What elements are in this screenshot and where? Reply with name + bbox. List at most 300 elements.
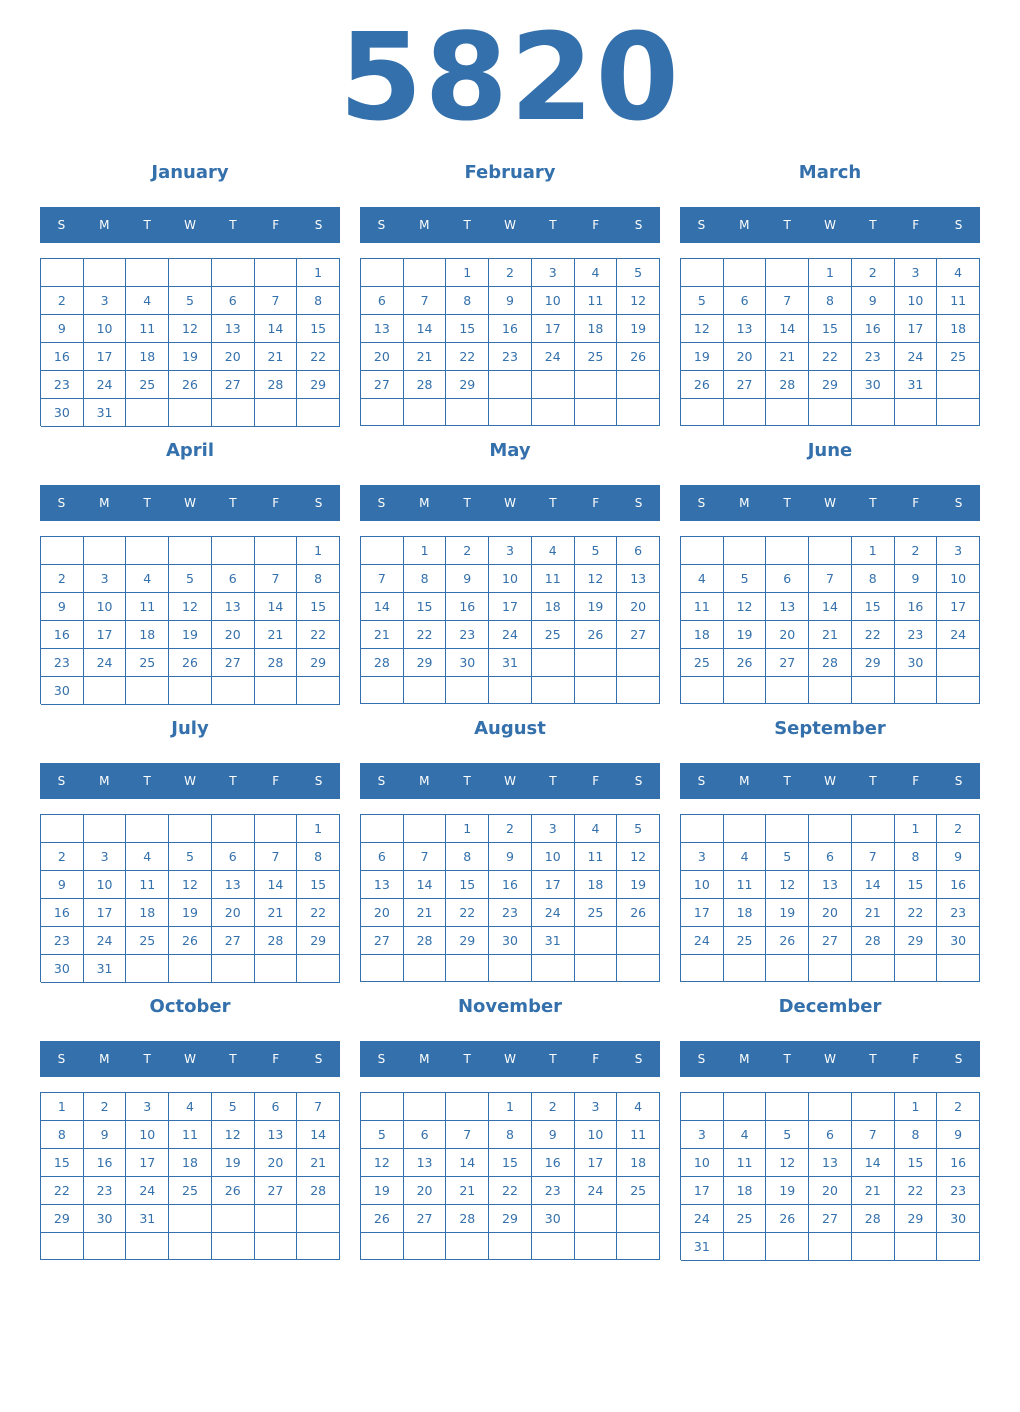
day-cell: 17 bbox=[895, 315, 938, 343]
empty-day-cell bbox=[724, 677, 767, 704]
day-grid bbox=[360, 258, 660, 426]
day-cell: 3 bbox=[575, 1093, 618, 1121]
day-cell: 11 bbox=[126, 871, 169, 899]
day-cell: 9 bbox=[489, 287, 532, 315]
empty-day-cell bbox=[532, 399, 575, 426]
weekday-label: F bbox=[272, 496, 280, 510]
empty-day-cell bbox=[852, 955, 895, 982]
day-cell: 11 bbox=[169, 1121, 212, 1149]
weekday-label: W bbox=[184, 218, 196, 232]
day-cell: 28 bbox=[809, 649, 852, 677]
day-cell: 8 bbox=[809, 287, 852, 315]
day-cell: 19 bbox=[681, 343, 724, 371]
day-cell: 10 bbox=[681, 1149, 724, 1177]
day-cell: 15 bbox=[446, 871, 489, 899]
day-cell: 20 bbox=[809, 899, 852, 927]
empty-day-cell bbox=[895, 399, 938, 426]
day-cell: 30 bbox=[446, 649, 489, 677]
day-cell: 12 bbox=[617, 843, 660, 871]
empty-day-cell bbox=[724, 537, 767, 565]
day-cell: 13 bbox=[809, 871, 852, 899]
empty-day-cell bbox=[361, 259, 404, 287]
day-cell: 23 bbox=[895, 621, 938, 649]
day-cell: 14 bbox=[255, 593, 298, 621]
empty-day-cell bbox=[681, 537, 724, 565]
empty-day-cell bbox=[41, 537, 84, 565]
day-cell: 4 bbox=[937, 259, 980, 287]
day-cell: 10 bbox=[937, 565, 980, 593]
weekday-label: S bbox=[57, 774, 66, 788]
day-cell: 24 bbox=[895, 343, 938, 371]
day-cell: 14 bbox=[361, 593, 404, 621]
empty-day-cell bbox=[681, 677, 724, 704]
empty-day-cell bbox=[169, 259, 212, 287]
day-cell: 4 bbox=[575, 259, 618, 287]
day-cell: 5 bbox=[617, 815, 660, 843]
weekday-label: S bbox=[954, 218, 963, 232]
empty-day-cell bbox=[617, 1205, 660, 1233]
day-cell: 8 bbox=[41, 1121, 84, 1149]
day-cell: 17 bbox=[126, 1149, 169, 1177]
empty-day-cell bbox=[361, 399, 404, 426]
day-cell: 7 bbox=[404, 843, 447, 871]
weekday-label: S bbox=[377, 1052, 386, 1066]
empty-day-cell bbox=[169, 955, 212, 983]
day-cell: 6 bbox=[212, 287, 255, 315]
empty-day-cell bbox=[169, 677, 212, 705]
empty-day-cell bbox=[404, 955, 447, 982]
weekday-label: T bbox=[143, 496, 151, 510]
empty-day-cell bbox=[809, 537, 852, 565]
empty-day-cell bbox=[617, 399, 660, 426]
day-cell: 17 bbox=[489, 593, 532, 621]
day-cell: 6 bbox=[212, 843, 255, 871]
day-cell: 8 bbox=[297, 287, 340, 315]
empty-day-cell bbox=[297, 1205, 340, 1233]
day-cell: 28 bbox=[255, 371, 298, 399]
day-cell: 25 bbox=[575, 343, 618, 371]
empty-day-cell bbox=[169, 537, 212, 565]
day-cell: 22 bbox=[41, 1177, 84, 1205]
weekday-label: S bbox=[697, 1052, 706, 1066]
day-cell: 14 bbox=[255, 315, 298, 343]
weekday-label: M bbox=[739, 218, 750, 232]
day-cell: 21 bbox=[404, 343, 447, 371]
empty-day-cell bbox=[255, 677, 298, 705]
empty-day-cell bbox=[852, 677, 895, 704]
empty-day-cell bbox=[212, 399, 255, 427]
day-cell: 15 bbox=[297, 593, 340, 621]
day-cell: 18 bbox=[724, 1177, 767, 1205]
day-cell: 11 bbox=[575, 287, 618, 315]
weekday-label: S bbox=[954, 774, 963, 788]
day-cell: 7 bbox=[766, 287, 809, 315]
month-name: July bbox=[171, 718, 209, 739]
day-cell: 16 bbox=[937, 1149, 980, 1177]
day-cell: 8 bbox=[297, 843, 340, 871]
weekday-header bbox=[40, 1041, 340, 1077]
day-cell: 9 bbox=[446, 565, 489, 593]
day-cell: 18 bbox=[575, 871, 618, 899]
empty-day-cell bbox=[297, 677, 340, 705]
day-cell: 17 bbox=[575, 1149, 618, 1177]
empty-day-cell bbox=[617, 1233, 660, 1260]
day-cell: 3 bbox=[532, 815, 575, 843]
day-cell: 2 bbox=[41, 287, 84, 315]
day-cell: 14 bbox=[446, 1149, 489, 1177]
day-cell: 27 bbox=[212, 371, 255, 399]
day-cell: 27 bbox=[809, 1205, 852, 1233]
day-cell: 25 bbox=[724, 1205, 767, 1233]
day-cell: 11 bbox=[724, 1149, 767, 1177]
day-cell: 19 bbox=[617, 315, 660, 343]
day-cell: 18 bbox=[575, 315, 618, 343]
weekday-label: T bbox=[143, 1052, 151, 1066]
weekday-label: M bbox=[419, 774, 430, 788]
weekday-label: M bbox=[419, 218, 430, 232]
weekday-label: M bbox=[99, 218, 110, 232]
day-grid bbox=[40, 536, 340, 704]
day-cell: 3 bbox=[84, 843, 127, 871]
day-cell: 13 bbox=[212, 593, 255, 621]
day-cell: 20 bbox=[212, 899, 255, 927]
day-cell: 21 bbox=[255, 899, 298, 927]
day-cell: 29 bbox=[297, 927, 340, 955]
empty-day-cell bbox=[41, 259, 84, 287]
day-cell: 2 bbox=[852, 259, 895, 287]
empty-day-cell bbox=[617, 955, 660, 982]
empty-day-cell bbox=[126, 259, 169, 287]
empty-day-cell bbox=[937, 399, 980, 426]
day-cell: 6 bbox=[361, 843, 404, 871]
day-cell: 2 bbox=[937, 1093, 980, 1121]
empty-day-cell bbox=[681, 259, 724, 287]
empty-day-cell bbox=[446, 1093, 489, 1121]
weekday-label: T bbox=[229, 1052, 237, 1066]
empty-day-cell bbox=[937, 371, 980, 399]
weekday-label: M bbox=[739, 496, 750, 510]
day-cell: 31 bbox=[532, 927, 575, 955]
empty-day-cell bbox=[361, 677, 404, 704]
day-cell: 21 bbox=[255, 343, 298, 371]
day-cell: 3 bbox=[489, 537, 532, 565]
day-cell: 1 bbox=[404, 537, 447, 565]
day-cell: 1 bbox=[489, 1093, 532, 1121]
day-cell: 22 bbox=[489, 1177, 532, 1205]
day-cell: 26 bbox=[169, 927, 212, 955]
day-cell: 20 bbox=[212, 343, 255, 371]
day-cell: 22 bbox=[446, 899, 489, 927]
weekday-label: S bbox=[954, 496, 963, 510]
day-cell: 5 bbox=[169, 843, 212, 871]
month-name: October bbox=[149, 996, 231, 1017]
empty-day-cell bbox=[169, 815, 212, 843]
day-cell: 15 bbox=[895, 1149, 938, 1177]
day-cell: 10 bbox=[895, 287, 938, 315]
day-cell: 5 bbox=[212, 1093, 255, 1121]
day-cell: 2 bbox=[937, 815, 980, 843]
day-cell: 1 bbox=[297, 259, 340, 287]
day-cell: 19 bbox=[212, 1149, 255, 1177]
empty-day-cell bbox=[724, 399, 767, 426]
day-cell: 22 bbox=[852, 621, 895, 649]
empty-day-cell bbox=[766, 259, 809, 287]
day-cell: 23 bbox=[489, 343, 532, 371]
month-name: April bbox=[165, 440, 215, 461]
day-cell: 19 bbox=[575, 593, 618, 621]
month-name: September bbox=[774, 718, 886, 739]
day-cell: 4 bbox=[126, 565, 169, 593]
empty-day-cell bbox=[212, 537, 255, 565]
empty-day-cell bbox=[852, 1093, 895, 1121]
day-cell: 23 bbox=[852, 343, 895, 371]
empty-day-cell bbox=[809, 1233, 852, 1261]
day-grid bbox=[360, 1092, 660, 1260]
day-cell: 22 bbox=[404, 621, 447, 649]
day-cell: 9 bbox=[41, 315, 84, 343]
empty-day-cell bbox=[532, 955, 575, 982]
weekday-label: T bbox=[783, 218, 791, 232]
day-cell: 12 bbox=[212, 1121, 255, 1149]
empty-day-cell bbox=[212, 815, 255, 843]
day-cell: 15 bbox=[852, 593, 895, 621]
day-cell: 4 bbox=[575, 815, 618, 843]
empty-day-cell bbox=[446, 399, 489, 426]
weekday-label: S bbox=[634, 496, 643, 510]
day-cell: 13 bbox=[404, 1149, 447, 1177]
weekday-label: T bbox=[229, 496, 237, 510]
empty-day-cell bbox=[575, 677, 618, 704]
day-cell: 28 bbox=[361, 649, 404, 677]
weekday-label: T bbox=[549, 496, 557, 510]
weekday-label: F bbox=[272, 774, 280, 788]
day-cell: 22 bbox=[895, 1177, 938, 1205]
day-cell: 16 bbox=[937, 871, 980, 899]
weekday-label: T bbox=[549, 218, 557, 232]
day-cell: 4 bbox=[126, 843, 169, 871]
day-cell: 4 bbox=[126, 287, 169, 315]
empty-day-cell bbox=[361, 815, 404, 843]
empty-day-cell bbox=[809, 399, 852, 426]
weekday-label: S bbox=[57, 218, 66, 232]
empty-day-cell bbox=[84, 1233, 127, 1260]
day-cell: 2 bbox=[489, 259, 532, 287]
empty-day-cell bbox=[766, 399, 809, 426]
day-cell: 17 bbox=[84, 343, 127, 371]
day-cell: 3 bbox=[126, 1093, 169, 1121]
day-cell: 27 bbox=[255, 1177, 298, 1205]
day-cell: 4 bbox=[681, 565, 724, 593]
weekday-label: T bbox=[549, 1052, 557, 1066]
day-cell: 29 bbox=[895, 927, 938, 955]
weekday-label: T bbox=[229, 218, 237, 232]
empty-day-cell bbox=[489, 399, 532, 426]
day-cell: 6 bbox=[404, 1121, 447, 1149]
empty-day-cell bbox=[404, 1233, 447, 1260]
empty-day-cell bbox=[681, 1093, 724, 1121]
day-cell: 13 bbox=[255, 1121, 298, 1149]
day-cell: 11 bbox=[126, 315, 169, 343]
day-cell: 6 bbox=[212, 565, 255, 593]
weekday-label: W bbox=[824, 496, 836, 510]
day-cell: 14 bbox=[852, 871, 895, 899]
empty-day-cell bbox=[446, 1233, 489, 1260]
day-cell: 15 bbox=[809, 315, 852, 343]
day-cell: 1 bbox=[41, 1093, 84, 1121]
empty-day-cell bbox=[766, 1233, 809, 1261]
day-cell: 24 bbox=[681, 1205, 724, 1233]
empty-day-cell bbox=[169, 1205, 212, 1233]
day-cell: 16 bbox=[532, 1149, 575, 1177]
empty-day-cell bbox=[84, 259, 127, 287]
day-cell: 8 bbox=[489, 1121, 532, 1149]
day-cell: 28 bbox=[766, 371, 809, 399]
empty-day-cell bbox=[255, 399, 298, 427]
day-cell: 7 bbox=[852, 1121, 895, 1149]
day-cell: 12 bbox=[169, 871, 212, 899]
day-cell: 15 bbox=[489, 1149, 532, 1177]
day-cell: 7 bbox=[361, 565, 404, 593]
day-cell: 7 bbox=[404, 287, 447, 315]
empty-day-cell bbox=[84, 815, 127, 843]
empty-day-cell bbox=[41, 815, 84, 843]
day-cell: 23 bbox=[937, 1177, 980, 1205]
day-cell: 27 bbox=[212, 649, 255, 677]
day-cell: 26 bbox=[169, 649, 212, 677]
day-cell: 22 bbox=[446, 343, 489, 371]
weekday-header bbox=[680, 207, 980, 243]
day-cell: 10 bbox=[681, 871, 724, 899]
weekday-label: W bbox=[504, 218, 516, 232]
empty-day-cell bbox=[766, 677, 809, 704]
day-cell: 18 bbox=[126, 621, 169, 649]
weekday-label: S bbox=[57, 496, 66, 510]
weekday-label: S bbox=[377, 774, 386, 788]
empty-day-cell bbox=[126, 399, 169, 427]
day-cell: 30 bbox=[852, 371, 895, 399]
weekday-label: T bbox=[463, 774, 471, 788]
day-cell: 18 bbox=[126, 899, 169, 927]
day-cell: 16 bbox=[41, 343, 84, 371]
weekday-label: W bbox=[504, 496, 516, 510]
day-cell: 7 bbox=[255, 565, 298, 593]
day-cell: 26 bbox=[766, 927, 809, 955]
weekday-label: T bbox=[869, 496, 877, 510]
day-cell: 30 bbox=[895, 649, 938, 677]
empty-day-cell bbox=[255, 259, 298, 287]
day-cell: 11 bbox=[126, 593, 169, 621]
empty-day-cell bbox=[255, 1233, 298, 1260]
day-cell: 11 bbox=[532, 565, 575, 593]
weekday-label: T bbox=[783, 1052, 791, 1066]
day-cell: 3 bbox=[84, 287, 127, 315]
day-cell: 5 bbox=[766, 1121, 809, 1149]
weekday-header bbox=[680, 1041, 980, 1077]
day-cell: 13 bbox=[809, 1149, 852, 1177]
day-cell: 15 bbox=[297, 871, 340, 899]
weekday-header bbox=[40, 485, 340, 521]
weekday-label: W bbox=[184, 774, 196, 788]
day-cell: 12 bbox=[766, 871, 809, 899]
month-name: January bbox=[151, 162, 229, 183]
day-cell: 20 bbox=[766, 621, 809, 649]
empty-day-cell bbox=[895, 677, 938, 704]
month-name: June bbox=[807, 440, 853, 461]
day-cell: 1 bbox=[446, 259, 489, 287]
day-cell: 20 bbox=[361, 899, 404, 927]
day-cell: 28 bbox=[255, 927, 298, 955]
day-grid bbox=[360, 536, 660, 704]
day-cell: 25 bbox=[724, 927, 767, 955]
weekday-header bbox=[360, 1041, 660, 1077]
day-cell: 21 bbox=[361, 621, 404, 649]
empty-day-cell bbox=[126, 537, 169, 565]
day-cell: 24 bbox=[575, 1177, 618, 1205]
day-cell: 3 bbox=[532, 259, 575, 287]
day-cell: 2 bbox=[489, 815, 532, 843]
empty-day-cell bbox=[404, 677, 447, 704]
empty-day-cell bbox=[809, 815, 852, 843]
day-cell: 29 bbox=[489, 1205, 532, 1233]
empty-day-cell bbox=[895, 955, 938, 982]
weekday-label: M bbox=[99, 774, 110, 788]
day-cell: 14 bbox=[852, 1149, 895, 1177]
day-cell: 24 bbox=[84, 371, 127, 399]
empty-day-cell bbox=[255, 1205, 298, 1233]
day-cell: 6 bbox=[809, 843, 852, 871]
empty-day-cell bbox=[724, 259, 767, 287]
day-cell: 2 bbox=[895, 537, 938, 565]
day-cell: 26 bbox=[169, 371, 212, 399]
day-cell: 11 bbox=[937, 287, 980, 315]
day-grid bbox=[680, 814, 980, 982]
day-cell: 11 bbox=[681, 593, 724, 621]
weekday-label: S bbox=[634, 1052, 643, 1066]
day-cell: 24 bbox=[937, 621, 980, 649]
day-cell: 12 bbox=[617, 287, 660, 315]
day-cell: 30 bbox=[41, 677, 84, 705]
day-cell: 26 bbox=[361, 1205, 404, 1233]
empty-day-cell bbox=[532, 649, 575, 677]
weekday-label: F bbox=[912, 496, 920, 510]
empty-day-cell bbox=[809, 955, 852, 982]
weekday-label: M bbox=[99, 1052, 110, 1066]
empty-day-cell bbox=[84, 677, 127, 705]
month-name: March bbox=[798, 162, 862, 183]
empty-day-cell bbox=[937, 677, 980, 704]
empty-day-cell bbox=[212, 677, 255, 705]
day-cell: 22 bbox=[809, 343, 852, 371]
empty-day-cell bbox=[169, 399, 212, 427]
day-cell: 1 bbox=[852, 537, 895, 565]
day-cell: 5 bbox=[361, 1121, 404, 1149]
empty-day-cell bbox=[895, 1233, 938, 1261]
day-cell: 19 bbox=[724, 621, 767, 649]
day-cell: 11 bbox=[724, 871, 767, 899]
day-cell: 9 bbox=[41, 871, 84, 899]
day-cell: 31 bbox=[84, 955, 127, 983]
day-cell: 28 bbox=[852, 1205, 895, 1233]
weekday-label: M bbox=[419, 1052, 430, 1066]
day-cell: 10 bbox=[84, 593, 127, 621]
day-cell: 21 bbox=[766, 343, 809, 371]
month-name: February bbox=[464, 162, 556, 183]
day-cell: 23 bbox=[532, 1177, 575, 1205]
weekday-label: S bbox=[314, 218, 323, 232]
day-cell: 19 bbox=[169, 899, 212, 927]
day-cell: 8 bbox=[446, 843, 489, 871]
day-cell: 19 bbox=[169, 621, 212, 649]
